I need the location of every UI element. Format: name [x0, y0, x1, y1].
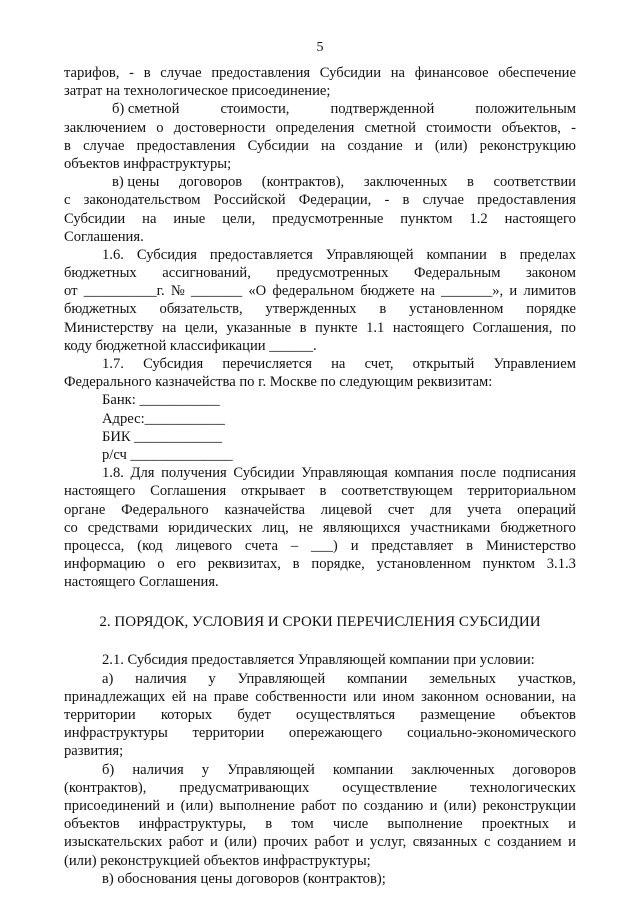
- word: предусмотренных: [276, 265, 389, 282]
- text-line: [64, 688, 576, 706]
- word: ей: [171, 688, 187, 705]
- word: у: [201, 761, 210, 778]
- word: для: [430, 501, 452, 518]
- word: обеспечение: [498, 65, 576, 81]
- word: в) цены: [112, 174, 160, 191]
- word: работ: [168, 834, 204, 851]
- word: коду бюджетной классификации ______.: [64, 337, 317, 354]
- text-line: [64, 82, 576, 100]
- word: _______»,: [441, 283, 504, 300]
- word: о: [156, 119, 164, 136]
- word: настоящего: [504, 210, 576, 227]
- word: Субсидия: [143, 356, 204, 372]
- word: средствами: [87, 519, 159, 536]
- text-line: [64, 137, 576, 155]
- word: технологических: [469, 779, 576, 796]
- word: том: [291, 816, 314, 833]
- word: договоров: [512, 761, 576, 778]
- word: учета: [467, 501, 502, 518]
- word: услуг,: [369, 834, 407, 851]
- word: –: [290, 537, 299, 554]
- text-line: [64, 670, 576, 688]
- paragraph: [64, 651, 576, 669]
- word: федеральном: [272, 283, 354, 300]
- word: объектов инфраструктуры;: [64, 155, 232, 172]
- word: территориальном: [467, 483, 576, 500]
- word: -: [129, 65, 134, 81]
- word: предоставляется: [209, 246, 313, 263]
- word: 1.1: [366, 319, 385, 336]
- text-line: [64, 761, 576, 779]
- word: у: [208, 670, 216, 687]
- word: реквизитах,: [207, 556, 281, 573]
- paragraph: [64, 464, 576, 591]
- word: в: [319, 483, 327, 500]
- word: Управляющая: [301, 465, 388, 482]
- text-line: [64, 519, 576, 537]
- word: объектов: [64, 816, 120, 833]
- word: в: [466, 174, 474, 191]
- word: изыскательских: [64, 834, 163, 851]
- word: законом: [526, 265, 576, 282]
- word: в: [379, 301, 387, 318]
- word: предусматривающих: [179, 779, 310, 796]
- word: по: [560, 319, 576, 336]
- word: законодательством: [83, 192, 201, 209]
- word: подписания: [502, 465, 576, 482]
- word: лиц,: [262, 519, 289, 536]
- word: случае: [83, 137, 125, 154]
- word: участниками: [410, 519, 491, 536]
- word: Субсидии: [247, 137, 309, 154]
- word: Федеральным: [414, 265, 501, 282]
- word: после: [460, 465, 497, 482]
- word: будет: [237, 707, 271, 723]
- word: объектов: [520, 707, 576, 723]
- word: 2.1. Субсидия предоставляется Управляющей компании при условии:: [102, 652, 535, 669]
- word: на: [561, 688, 576, 705]
- word: его: [176, 556, 196, 573]
- word: порядке: [526, 301, 576, 318]
- word: которых: [160, 707, 213, 723]
- word: являющихся: [322, 519, 401, 536]
- word: инфраструктуры,: [138, 816, 247, 833]
- word: (или): [180, 797, 214, 814]
- page-number: 5: [316, 40, 324, 55]
- word: настоящего: [64, 483, 136, 500]
- word: в) обоснования цены договоров (контрактов);: [102, 870, 386, 887]
- word: от: [64, 283, 78, 300]
- word: Управляющей: [237, 670, 326, 687]
- word: (или) реконструкцией объектов инфраструктуры;: [64, 852, 371, 869]
- word: участков,: [517, 670, 576, 687]
- word: со: [64, 519, 78, 536]
- word: юридических: [168, 519, 253, 536]
- word: операций: [517, 501, 576, 518]
- text-line: [64, 300, 576, 318]
- word: Субсидии: [64, 210, 126, 227]
- word: предоставления: [211, 65, 311, 81]
- text-line: [64, 742, 576, 760]
- word: перечисляется: [222, 356, 312, 372]
- word: на: [320, 137, 336, 154]
- word: -: [571, 119, 576, 136]
- word: (или): [224, 834, 257, 851]
- word: Управлением: [493, 356, 576, 372]
- word: и: [166, 797, 175, 814]
- word: заключением: [64, 119, 147, 136]
- word: опережающего: [288, 725, 383, 742]
- word: настоящего Соглашения.: [64, 574, 219, 591]
- requisite-line: Банк: ___________: [102, 392, 220, 409]
- word: в: [143, 65, 151, 81]
- word: и: [509, 283, 518, 300]
- word: б) сметной: [112, 101, 180, 118]
- word: размещение: [420, 707, 496, 723]
- word: 1.8.: [102, 465, 124, 482]
- word: (контрактов),: [64, 779, 147, 796]
- word: открывает: [241, 483, 305, 500]
- word: затрат на технологическое присоединение;: [64, 83, 331, 100]
- word: земельных: [429, 670, 496, 687]
- word: заключенных: [411, 761, 495, 778]
- word: Федерального: [121, 501, 209, 518]
- document-body: [64, 64, 576, 888]
- paragraph: [64, 100, 576, 173]
- word: счет: [387, 501, 415, 518]
- word: счета: [244, 537, 278, 554]
- text-line: [64, 246, 576, 264]
- word: на: [331, 356, 346, 372]
- word: заключенных: [363, 174, 448, 191]
- paragraph: [64, 64, 576, 100]
- text-line: [64, 228, 576, 246]
- text-line: [64, 797, 576, 815]
- text-line: [64, 815, 576, 833]
- word: цели,: [184, 319, 218, 336]
- word: Федерации,: [298, 192, 372, 209]
- word: работ: [314, 834, 350, 851]
- word: о: [157, 556, 165, 573]
- word: подтвержденной: [330, 101, 435, 118]
- word: договоров: [178, 174, 243, 191]
- text-line: [64, 779, 576, 797]
- word: ___): [311, 537, 338, 554]
- paragraph: [64, 670, 576, 761]
- word: и: [429, 797, 438, 814]
- word: объектов,: [501, 119, 561, 136]
- word: Соглашения: [150, 483, 227, 500]
- text-line: [64, 870, 576, 888]
- word: создание: [347, 137, 403, 154]
- word: в: [292, 556, 300, 573]
- word: процесса,: [64, 537, 125, 554]
- word: -: [384, 192, 390, 209]
- word: лицевого: [175, 537, 233, 554]
- word: связанных: [412, 834, 478, 851]
- word: ассигнований,: [162, 265, 251, 282]
- word: собственности: [255, 688, 347, 705]
- text-line: [64, 282, 576, 300]
- word: 1.2: [469, 210, 488, 227]
- word: на: [192, 688, 208, 705]
- text-line: [64, 833, 576, 851]
- word: присоединений: [64, 797, 161, 814]
- word: реконструкцию: [479, 137, 576, 154]
- word: числе: [332, 816, 369, 833]
- word: сметной: [364, 119, 416, 136]
- word: социально-экономического: [407, 725, 576, 742]
- word: пунктом: [482, 556, 535, 573]
- word: компания: [394, 465, 454, 482]
- word: иные: [173, 210, 206, 227]
- word: Субсидия: [136, 246, 197, 263]
- word: Управляющей: [227, 761, 315, 778]
- requisite-line: Адрес:___________: [102, 410, 225, 427]
- text-line: [64, 210, 576, 228]
- text-line: [64, 355, 576, 373]
- word: цели,: [222, 210, 256, 227]
- word: бюджете: [360, 283, 415, 300]
- word: «О: [248, 283, 267, 300]
- word: и: [568, 816, 576, 833]
- word: _______: [191, 283, 243, 300]
- word: по: [342, 797, 358, 814]
- word: стоимости: [426, 119, 492, 136]
- word: территории: [64, 707, 136, 723]
- word: финансовое: [414, 65, 489, 81]
- word: инфраструктуры: [64, 725, 168, 742]
- word: (или): [443, 797, 477, 814]
- word: компании: [332, 761, 394, 778]
- word: и: [568, 834, 576, 851]
- word: с: [484, 834, 491, 851]
- text-line: [64, 706, 576, 724]
- word: указанные: [226, 319, 292, 336]
- word: пунктом: [400, 210, 453, 227]
- word: установленном: [409, 301, 504, 318]
- word: бюджетного: [500, 519, 576, 536]
- word: а): [102, 670, 114, 687]
- text-line: [64, 555, 576, 573]
- word: законном: [421, 688, 479, 705]
- word: счет,: [364, 356, 394, 372]
- word: компании: [347, 670, 408, 687]
- word: на: [162, 319, 177, 336]
- paragraph: [64, 173, 576, 246]
- word: №: [170, 283, 185, 300]
- word: Управляющей: [325, 246, 414, 263]
- word: пункте: [314, 319, 358, 336]
- word: в: [466, 537, 474, 554]
- word: пределах: [519, 246, 576, 263]
- word: праве: [213, 688, 249, 705]
- word: и: [350, 537, 359, 554]
- word: тарифов,: [64, 65, 120, 81]
- text-line: [64, 319, 576, 337]
- word: прочих: [263, 834, 308, 851]
- word: 3.1.3: [546, 556, 576, 573]
- word: Российской: [213, 192, 286, 209]
- text-line: [64, 537, 576, 555]
- word: б): [102, 761, 115, 778]
- word: обязательств,: [159, 301, 243, 318]
- word: созданием: [497, 834, 562, 851]
- word: установленном: [376, 556, 471, 573]
- word: положительным: [475, 101, 576, 118]
- word: в: [265, 816, 273, 833]
- word: не: [298, 519, 313, 536]
- word: проектных: [481, 816, 550, 833]
- word: осуществляться: [296, 707, 396, 723]
- text-line: [64, 482, 576, 500]
- text-line: [64, 155, 576, 173]
- text-line: [64, 501, 576, 519]
- text-line: [64, 573, 576, 591]
- word: 1.6.: [102, 246, 124, 263]
- word: __________г.: [83, 283, 165, 300]
- word: открытый: [412, 356, 475, 372]
- text-line: [64, 173, 576, 191]
- word: развития;: [64, 743, 124, 760]
- word: наличия: [135, 670, 187, 687]
- word: представляет: [371, 537, 454, 554]
- paragraph: [64, 870, 576, 888]
- spacer: [64, 633, 576, 651]
- word: на: [420, 283, 435, 300]
- word: лимитов: [523, 283, 576, 300]
- word: Субсидии: [319, 65, 382, 81]
- text-line: [64, 191, 576, 209]
- paragraph: [64, 761, 576, 870]
- word: стоимости,: [220, 101, 290, 118]
- word: на: [390, 65, 406, 81]
- word: реконструкции: [482, 797, 576, 814]
- word: настоящего: [392, 319, 465, 336]
- word: в: [402, 192, 410, 209]
- word: и: [209, 834, 218, 851]
- word: на: [142, 210, 157, 227]
- word: осуществление: [342, 779, 437, 796]
- paragraph: [64, 355, 576, 391]
- word: созданию: [363, 797, 424, 814]
- text-line: [64, 100, 576, 118]
- word: территории: [192, 725, 265, 742]
- word: бюджетных: [64, 265, 137, 282]
- word: случае: [160, 65, 202, 81]
- word: с: [64, 192, 71, 209]
- word: утвержденных: [265, 301, 357, 318]
- word: предоставления: [477, 192, 576, 209]
- word: предоставления: [136, 137, 236, 154]
- word: и: [355, 834, 364, 851]
- word: работ: [301, 797, 336, 814]
- text-line: [64, 651, 576, 669]
- word: Для: [130, 465, 155, 482]
- word: или: [353, 688, 377, 705]
- word: органе: [64, 501, 106, 518]
- word: соответствии: [493, 174, 576, 191]
- paragraph: [64, 246, 576, 355]
- word: предусмотренные: [272, 210, 384, 227]
- word: определения: [275, 119, 355, 136]
- text-line: [64, 337, 576, 355]
- word: основании,: [485, 688, 555, 705]
- word: информацию: [64, 556, 146, 573]
- text-line: [64, 464, 576, 482]
- word: (код: [137, 537, 163, 554]
- spacer: [64, 591, 576, 611]
- requisite-line: р/сч ______________: [102, 446, 233, 463]
- word: случае: [422, 192, 464, 209]
- word: и: [414, 137, 423, 154]
- word: (или): [434, 137, 468, 154]
- word: Министерство: [485, 537, 576, 554]
- word: лицевой: [320, 501, 373, 518]
- word: Соглашения.: [64, 228, 144, 245]
- requisite-line: БИК ____________: [102, 428, 222, 445]
- word: выполнение: [219, 797, 295, 814]
- word: в: [299, 319, 307, 336]
- word: Соглашения,: [472, 319, 553, 336]
- text-line: [64, 119, 576, 137]
- text-line: [64, 264, 576, 282]
- word: в: [499, 246, 507, 263]
- word: наличия: [132, 761, 184, 778]
- word: компании: [426, 246, 487, 263]
- text-line: [64, 373, 576, 391]
- word: казначейства: [224, 501, 305, 518]
- word: получения: [161, 465, 227, 482]
- word: выполнение: [387, 816, 463, 833]
- word: порядке,: [311, 556, 365, 573]
- word: достоверности: [173, 119, 266, 136]
- word: Субсидии: [233, 465, 295, 482]
- text-line: [64, 64, 576, 82]
- word: в: [64, 137, 71, 154]
- text-line: [64, 724, 576, 742]
- word: Федерального казначейства по г. Москве по следующим реквизитам:: [64, 374, 493, 391]
- word: 1.7.: [102, 356, 124, 372]
- word: ином: [382, 688, 415, 705]
- word: бюджетных: [64, 301, 137, 318]
- text-line: [64, 852, 576, 870]
- word: Министерству: [64, 319, 154, 336]
- word: соответствующем: [341, 483, 453, 500]
- section-heading: 2. ПОРЯДОК, УСЛОВИЯ И СРОКИ ПЕРЕЧИСЛЕНИЯ СУБСИДИИ: [99, 614, 541, 631]
- word: принадлежащих: [64, 688, 166, 705]
- word: (контрактов),: [261, 174, 345, 191]
